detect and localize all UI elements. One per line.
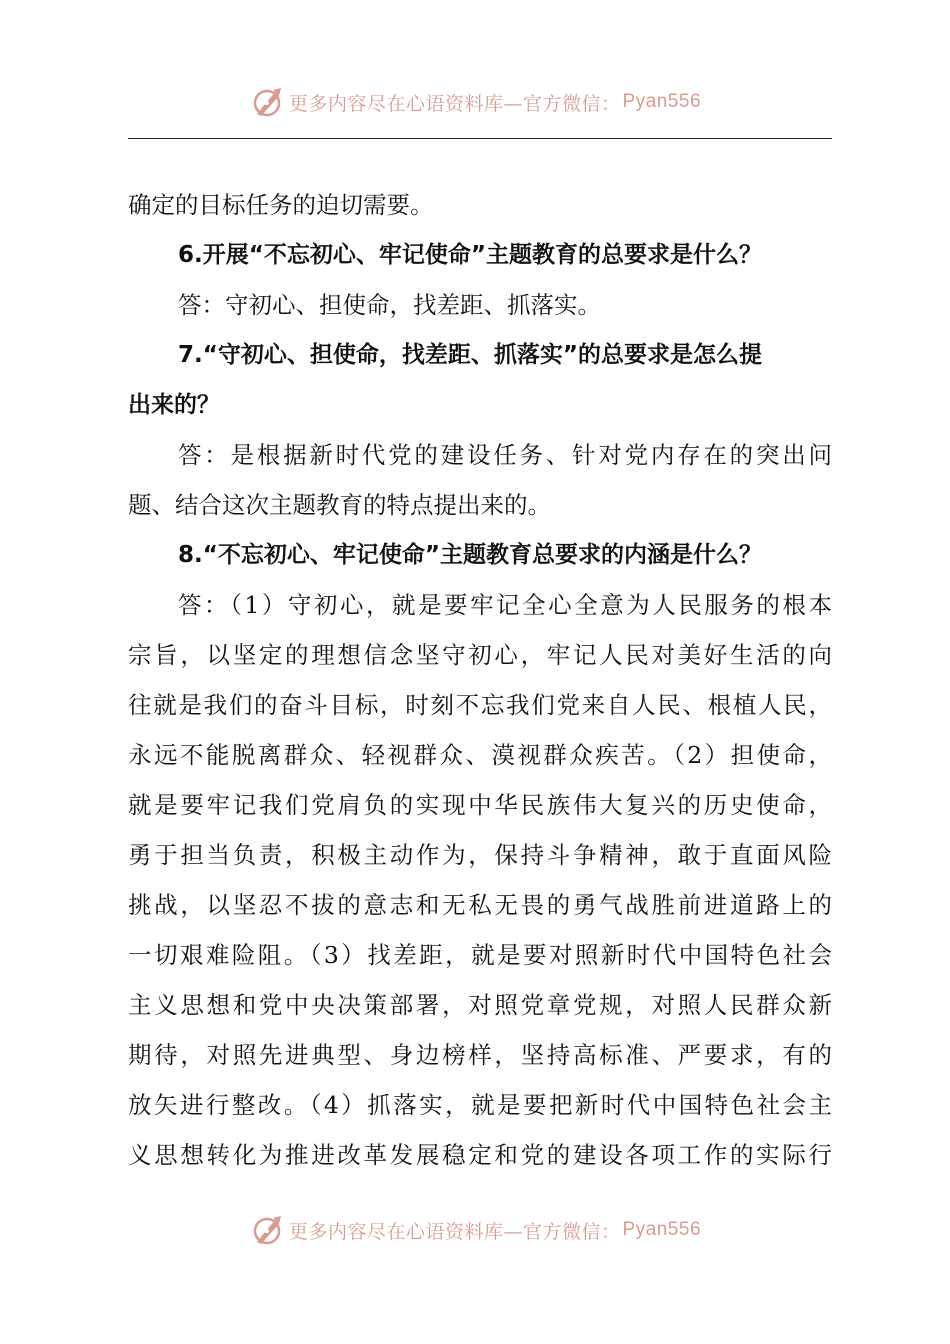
footer-wechat-handle: Pyan556 [622, 1219, 702, 1240]
document-body [128, 180, 832, 1180]
question-7-heading-cont: 出来的？ [128, 392, 220, 418]
text-line: 往就是我们的奋斗目标，时刻不忘我们党来自人民、根植人民， [128, 691, 832, 719]
text-line: 勇于担当负责，积极主动作为，保持斗争精神，敢于直面风险 [128, 841, 832, 869]
footer-brand-text: 更多内容尽在心语资料库—官方微信： [288, 1220, 621, 1243]
pen-nib-circle-logo-icon [249, 84, 285, 120]
header-divider [128, 138, 832, 139]
footer-watermark [0, 1210, 950, 1250]
answer-7-cont: 题、结合这次主题教育的特点提出来的。 [128, 491, 551, 519]
answer-7: 答：是根据新时代党的建设任务、针对党内存在的突出问 [178, 441, 832, 469]
text-line: 就是要牢记我们党肩负的实现中华民族伟大复兴的历史使命， [128, 791, 832, 819]
question-7-heading: 7.“守初心、担使命，找差距、抓落实”的总要求是怎么提 [178, 342, 762, 368]
text-line: 期待，对照先进典型、身边榜样，坚持高标准、严要求，有的 [128, 1041, 832, 1069]
question-6-heading: 6.开展“不忘初心、牢记使命”主题教育的总要求是什么？ [178, 242, 762, 268]
answer-6: 答：守初心、担使命，找差距、抓落实。 [178, 291, 601, 319]
text-line: 确定的目标任务的迫切需要。 [128, 191, 434, 219]
header-brand-text: 更多内容尽在心语资料库—官方微信： [288, 92, 621, 115]
text-line: 义思想转化为推进改革发展稳定和党的建设各项工作的实际行 [128, 1141, 832, 1169]
question-8-heading: 8.“不忘初心、牢记使命”主题教育总要求的内涵是什么？ [178, 542, 762, 568]
text-line: 放矢进行整改。（4）抓落实，就是要把新时代中国特色社会主 [128, 1091, 832, 1119]
text-line: 一切艰难险阻。（3）找差距，就是要对照新时代中国特色社会 [128, 941, 832, 969]
text-line: 宗旨，以坚定的理想信念坚守初心，牢记人民对美好生活的向 [128, 641, 832, 669]
answer-8: 答：（1）守初心，就是要牢记全心全意为人民服务的根本 [178, 591, 832, 619]
text-line: 主义思想和党中央决策部署，对照党章党规，对照人民群众新 [128, 991, 832, 1019]
text-line: 挑战，以坚忍不拔的意志和无私无畏的勇气战胜前进道路上的 [128, 891, 832, 919]
header-watermark [0, 82, 950, 122]
text-line: 永远不能脱离群众、轻视群众、漠视群众疾苦。（2）担使命， [128, 741, 832, 769]
pen-nib-circle-logo-icon [249, 1212, 285, 1248]
header-wechat-handle: Pyan556 [622, 91, 702, 112]
